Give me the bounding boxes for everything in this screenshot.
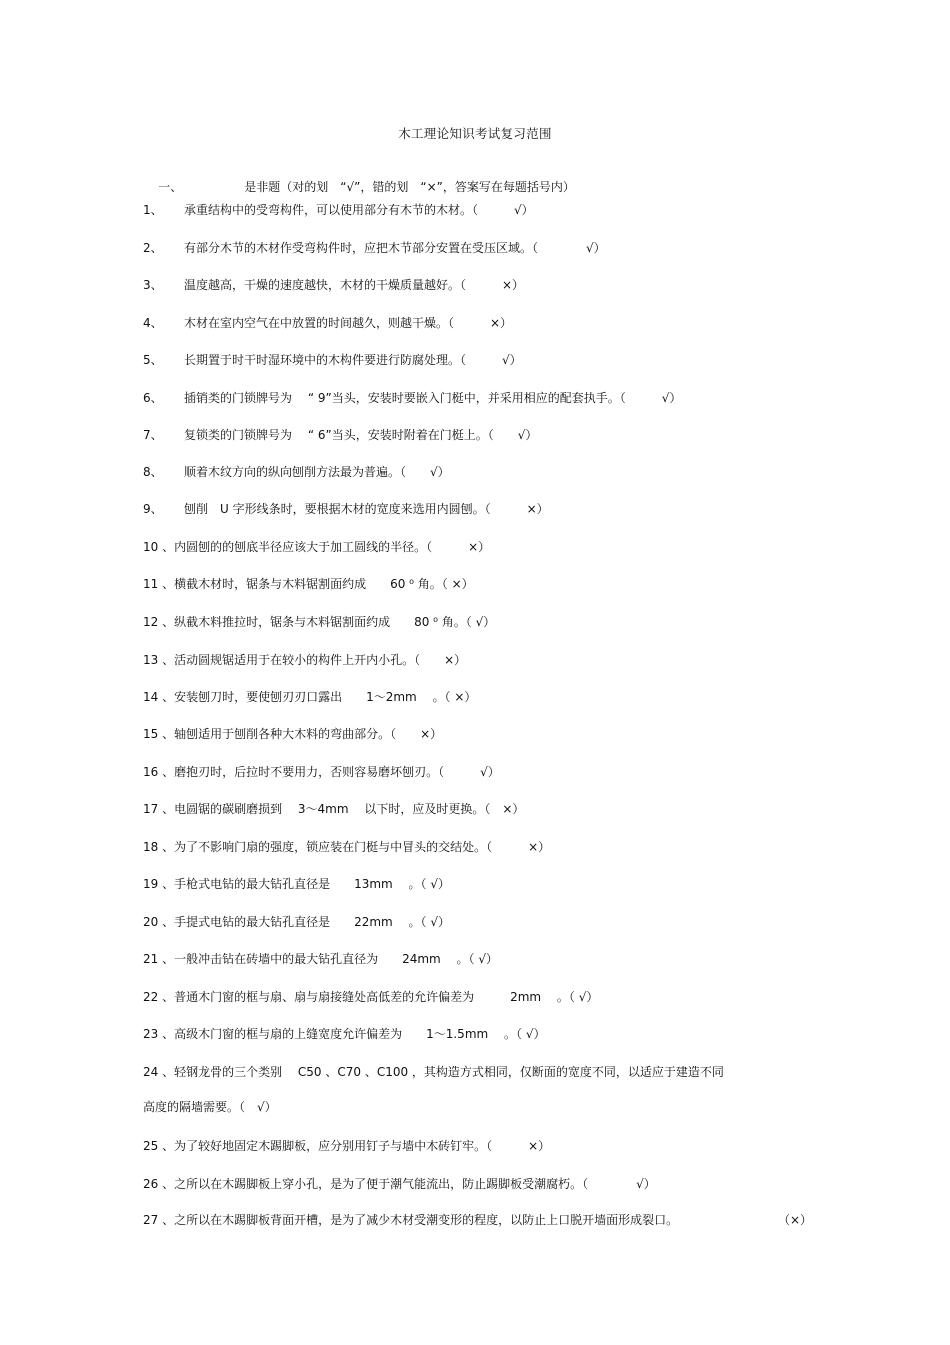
question-25 [143,1138,550,1154]
question-text: 轻钢龙骨的三个类别 C50 、C70 、C100 ，其构造方式相同，仅断面的宽度不同，以适应于建造不同 [174,1065,724,1079]
question-number: 27 、 [143,1213,175,1227]
question-12 [143,614,495,630]
question-text: 长期置于时干时湿环境中的木构件要进行防腐处理。（ √） [184,353,522,367]
question-text: 横截木材时，锯条与木料锯割面约成 60 ⁰ 角。（ ×） [174,577,474,591]
question-number: 1、 [143,203,163,217]
question-number: 17 、 [143,802,175,816]
question-number: 24 、 [143,1065,175,1079]
question-14 [143,689,476,705]
question-text: 纵截木料推拉时，锯条与木料锯割面约成 80 ⁰ 角。（ √） [174,615,496,629]
question-20 [143,914,450,930]
question-text-continued: 高度的隔墙需要。（ √） [143,1100,277,1114]
question-text: 手提式电钻的最大钻孔直径是 22mm 。（ √） [174,915,451,929]
question-number: 26 、 [143,1177,175,1191]
question-text: 内圆刨的的刨底半径应该大于加工圆线的半径。（ ×） [174,540,491,554]
question-21 [143,951,498,967]
question-text: 复锁类的门锁牌号为 “ 6”当头，安装时附着在门梃上。（ √） [184,428,538,442]
question-number: 2、 [143,241,163,255]
question-11 [143,576,474,592]
question-27 [143,1212,678,1228]
question-text: 承重结构中的受弯构件，可以使用部分有木节的木材。（ √） [184,203,534,217]
page-title: 木工理论知识考试复习范围 [398,126,552,141]
question-5 [143,352,522,368]
question-number: 13 、 [143,653,175,667]
question-text: 轴刨适用于刨削各种大木料的弯曲部分。（ ×） [174,727,443,741]
question-1 [143,202,534,218]
question-22 [143,989,598,1005]
question-13 [143,652,466,668]
section-instruction: 是非题（对的划 “√”，错的划 “×”，答案写在每题括号内） [244,180,575,194]
question-text: 之所以在木踢脚板背面开槽，是为了减少木材受潮变形的程度，以防止上口脱开墙面形成裂口。 [174,1213,679,1227]
question-number: 8、 [143,465,163,479]
question-9 [143,501,549,517]
question-text: 磨抱刃时，后拉时不要用力，否则容易磨坏刨刃。（ √） [174,765,500,779]
question-6 [143,390,681,406]
question-text: 顺着木纹方向的纵向刨削方法最为普遍。（ √） [184,465,450,479]
question-3 [143,277,524,293]
section-label: 一、 [158,180,183,194]
question-27-answer: （×） [778,1213,813,1227]
question-24 [143,1064,724,1080]
question-text: 电圆锯的碳刷磨损到 3～4mm 以下时，应及时更换。（ ×） [174,802,525,816]
question-number: 7、 [143,428,163,442]
question-15 [143,726,442,742]
question-text: 活动圆规锯适用于在较小的构件上开内小孔。（ ×） [174,653,467,667]
question-19 [143,876,450,892]
question-number: 19 、 [143,877,175,891]
question-4 [143,315,512,331]
question-18 [143,839,550,855]
question-number: 14 、 [143,690,175,704]
question-text: 温度越高，干燥的速度越快，木材的干燥质量越好。（ ×） [184,278,525,292]
question-number: 12 、 [143,615,175,629]
question-10 [143,539,490,555]
question-text: 手枪式电钻的最大钻孔直径是 13mm 。（ √） [174,877,451,891]
question-number: 18 、 [143,840,175,854]
question-text: 为了较好地固定木踢脚板，应分别用钉子与墙中木砖钉牢。（ ×） [174,1139,551,1153]
question-7 [143,427,537,443]
question-23 [143,1026,545,1042]
question-number: 15 、 [143,727,175,741]
question-number: 20 、 [143,915,175,929]
question-text: 木材在室内空气在中放置的时间越久，则越干燥。（ ×） [184,316,513,330]
question-24-continuation [143,1099,277,1115]
question-number: 4、 [143,316,163,330]
question-number: 6、 [143,391,163,405]
question-number: 16 、 [143,765,175,779]
question-text: 普通木门窗的框与扇、扇与扇接缝处高低差的允许偏差为 2mm 。（ √） [174,990,599,1004]
question-number: 11 、 [143,577,175,591]
question-text: 一般冲击钻在砖墙中的最大钻孔直径为 24mm 。（ √） [174,952,499,966]
question-text: 有部分木节的木材作受弯构件时，应把木节部分安置在受压区域。（ √） [184,241,606,255]
question-number: 3、 [143,278,163,292]
question-text: 为了不影响门扇的强度，锁应装在门梃与中冒头的交结处。（ ×） [174,840,551,854]
question-16 [143,764,500,780]
question-number: 21 、 [143,952,175,966]
question-text: 高级木门窗的框与扇的上缝宽度允许偏差为 1～1.5mm 。（ √） [174,1027,546,1041]
question-number: 5、 [143,353,163,367]
question-number: 9、 [143,502,163,516]
question-text: 之所以在木踢脚板上穿小孔，是为了便于潮气能流出，防止踢脚板受潮腐朽。（ √） [174,1177,656,1191]
question-number: 23 、 [143,1027,175,1041]
question-number: 25 、 [143,1139,175,1153]
question-number: 22 、 [143,990,175,1004]
question-text: 安装刨刀时，要使刨刃刃口露出 1～2mm 。（ ×） [174,690,477,704]
question-2 [143,240,606,256]
question-26 [143,1176,656,1192]
question-8 [143,464,450,480]
question-text: 刨削 U 字形线条时，要根据木材的宽度来选用内圆刨。（ ×） [184,502,549,516]
question-17 [143,801,524,817]
question-number: 10 、 [143,540,175,554]
question-text: 插销类的门锁牌号为 “ 9”当头，安装时要嵌入门梃中，并采用相应的配套执手。（ √） [184,391,682,405]
